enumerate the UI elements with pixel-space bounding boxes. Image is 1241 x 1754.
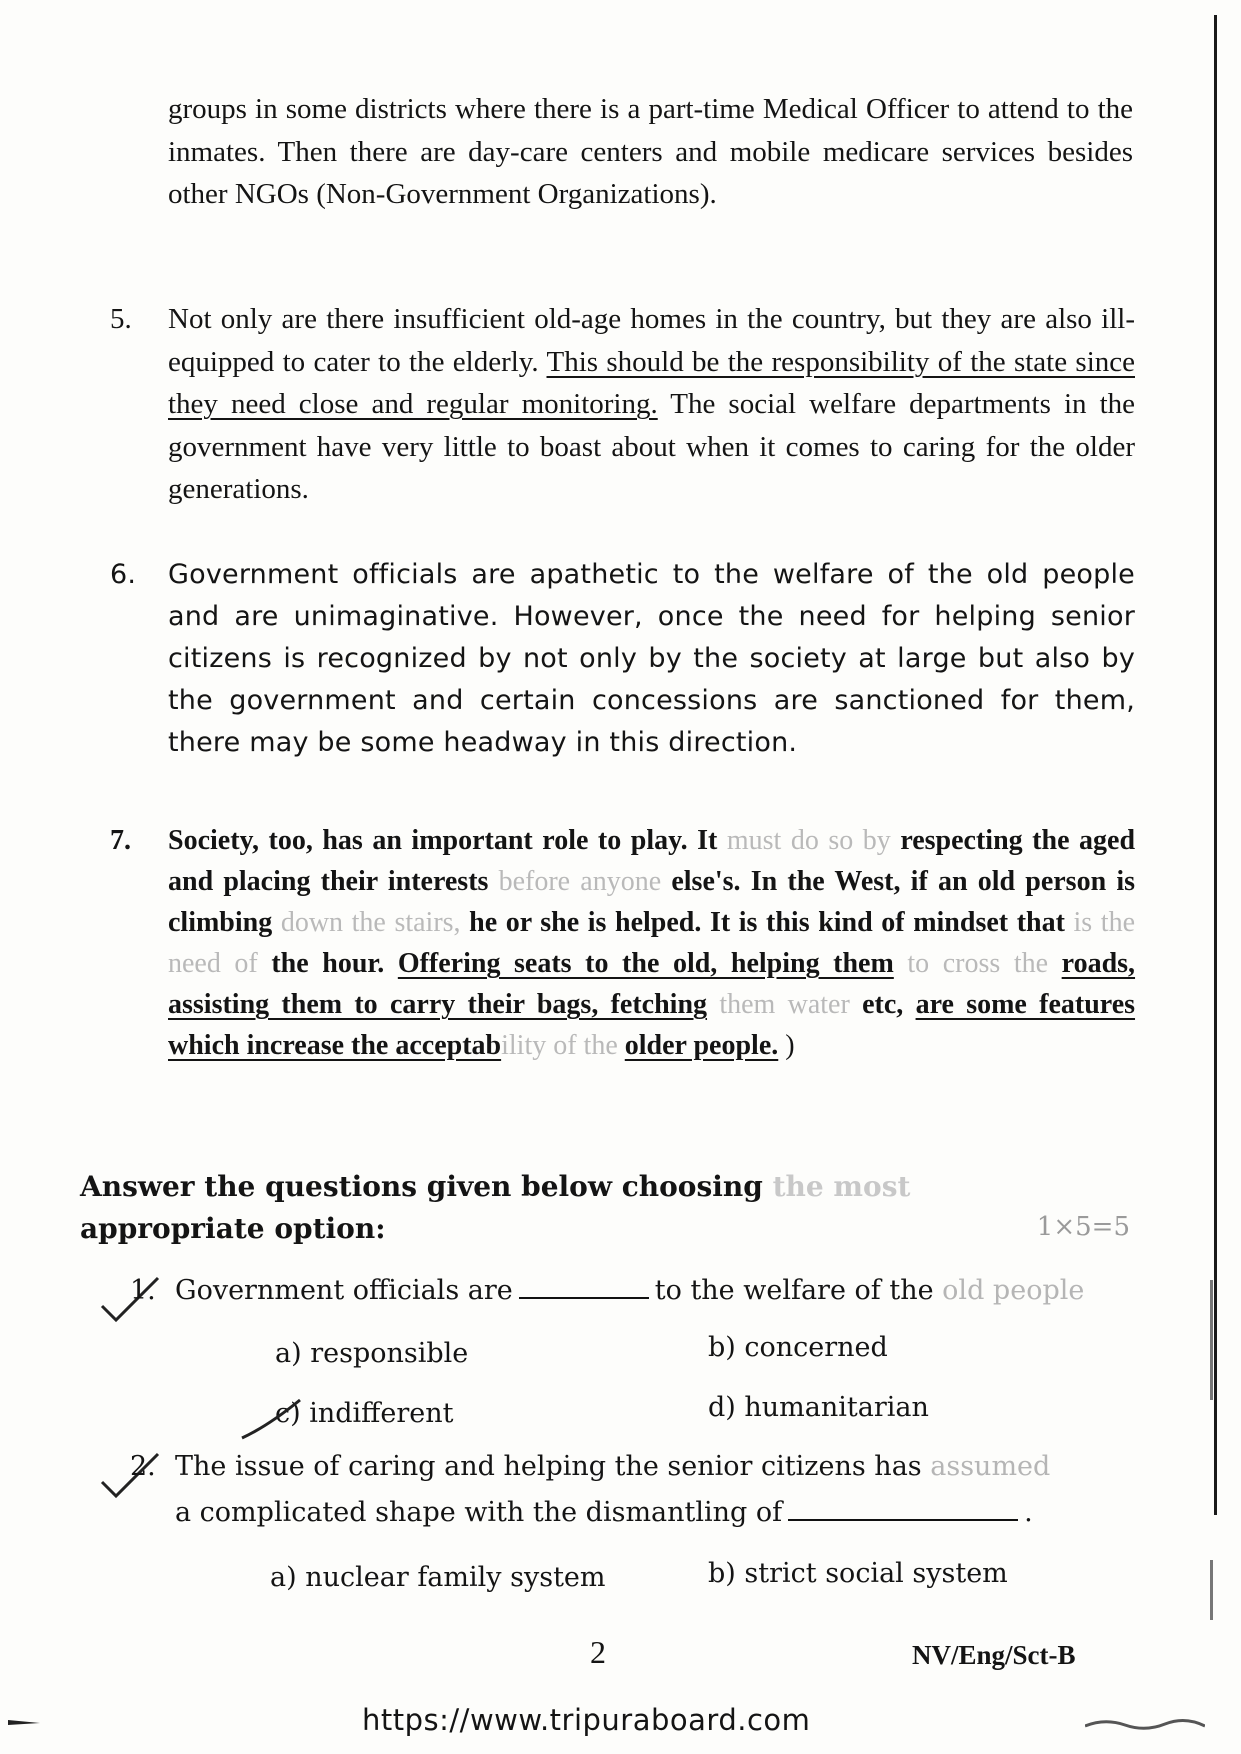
circled-answer-icon <box>238 1396 308 1446</box>
passage-item-6 <box>110 554 1135 764</box>
answer-blank <box>519 1275 649 1299</box>
continuation-paragraph: groups in some districts where there is a part-time Medical Officer to attend to the inmates. Then there are day-care centers and mobile medicare services besides other NGOs (Non-Government Organizations). <box>168 93 1133 210</box>
item-text: Society, too, has an important role to play. It must do so by respecting the aged and placing their interests before anyone else's. In the West, if an old person is climbing down the stairs, he or she is helped. It is this kind of mindset that is the need of the hour. Offering seats to the old, helping them to cross the roads, assisting them to carry their bags, fetching them water etc, are some features which increase the acceptability of the older people. ) <box>168 825 1136 1061</box>
website-url[interactable]: https://www.tripuraboard.com <box>362 1703 811 1737</box>
passage-item-5 <box>110 298 1135 511</box>
page-number: 2 <box>590 1634 606 1670</box>
option-d: d) humanitarian <box>708 1392 929 1423</box>
question-1 <box>100 1268 1150 1314</box>
item-text: Government officials are apathetic to the welfare of the old people and are unimaginative. However, once the need for helping senior citizens is recognized by not only by the society at large but also by the government and certain concessions are sanctioned for them, there may be some headway in this direction. <box>168 559 1135 758</box>
option-a: a) responsible <box>275 1338 469 1369</box>
item-number: 5. <box>110 303 132 335</box>
answer-blank <box>788 1497 1018 1521</box>
option-b: b) strict social system <box>708 1558 1008 1589</box>
question-instruction: Answer the questions given below choosing the most appropriate option: 1×5=5 <box>80 1166 1140 1250</box>
item-text: Not only are there insufficient old-age homes in the country, but they are also ill-equipped to cater to the elderly. This should be the responsibility of the state since they need close and regular monitoring. The social welfare departments in the government have very little to boast about when it comes to caring for the older generations. <box>168 303 1135 505</box>
underlined-sentence: are some features which increase the acceptab <box>168 989 1136 1061</box>
marks-label: 1×5=5 <box>1036 1212 1130 1242</box>
page-edge-line <box>1214 15 1217 1515</box>
question-number: 1. <box>130 1275 156 1306</box>
scan-noise-mark <box>1085 1716 1205 1730</box>
passage-item-7 <box>110 820 1135 1066</box>
underlined-sentence: Offering seats to the old, helping them <box>397 948 894 979</box>
question-2 <box>100 1444 1150 1536</box>
option-a: a) nuclear family system <box>270 1562 606 1593</box>
option-b: b) concerned <box>708 1332 888 1363</box>
paper-code: NV/Eng/Sct-B <box>912 1640 1076 1670</box>
underlined-sentence: older people. <box>624 1030 779 1061</box>
item-number: 7. <box>110 825 131 856</box>
option-c: c) indifferent <box>275 1398 454 1429</box>
question-number: 2. <box>130 1451 156 1482</box>
underlined-sentence: This should be the responsibility of the state since they need close and regular monitoring. <box>168 345 1135 420</box>
handwritten-bracket: ) <box>785 1030 795 1061</box>
question-text: Government officials are to the welfare of the old people <box>175 1275 1085 1306</box>
scan-mark <box>1210 1280 1213 1400</box>
question-text: The issue of caring and helping the senior citizens has assumed a complicated shape with the dismantling of . <box>175 1451 1051 1528</box>
scan-mark <box>1210 1560 1213 1620</box>
underlined-sentence: roads, assisting them to carry their bags, fetching <box>168 948 1136 1020</box>
arrow-mark-icon <box>8 1714 40 1726</box>
item-number: 6. <box>110 559 137 590</box>
